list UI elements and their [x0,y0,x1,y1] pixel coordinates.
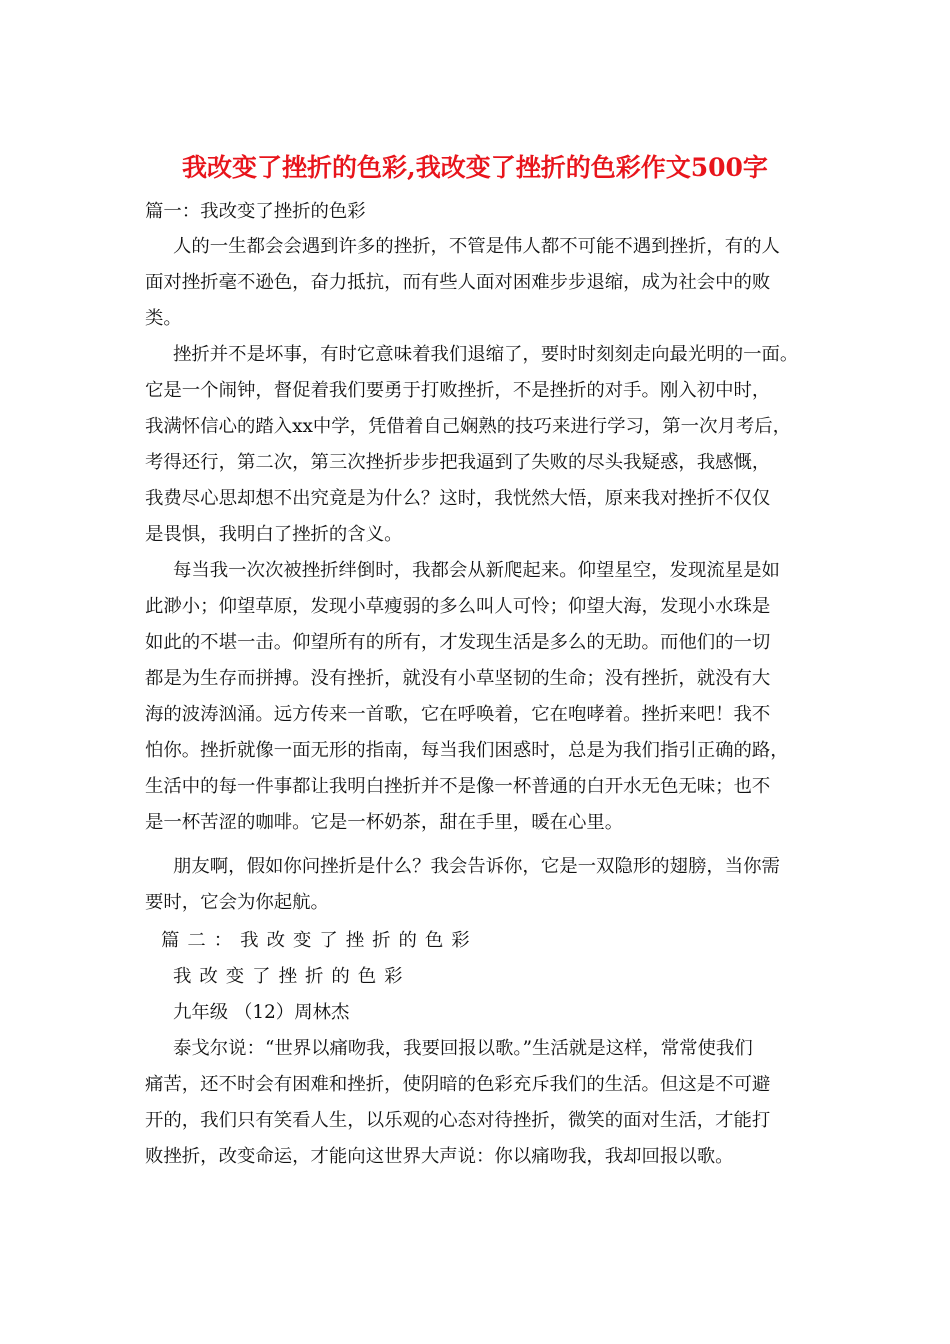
section-heading-2: 篇二：我改变了挫折的色彩 [161,930,478,951]
paragraph-line: 挫折并不是坏事，有时它意味着我们退缩了，要时时刻刻走向最光明的一面。 [173,344,799,365]
paragraph-line: 生活中的每一件事都让我明白挫折并不是像一杯普通的白开水无色无味；也不 [145,776,771,797]
section-heading-1: 篇一：我改变了挫折的色彩 [145,201,366,222]
paragraph-line: 海的波涛汹涌。远方传来一首歌，它在呼唤着，它在咆哮着。挫折来吧！我不 [145,704,771,725]
paragraph-line: 我费尽心思却想不出究竟是为什么？这时，我恍然大悟，原来我对挫折不仅仅 [145,488,771,509]
paragraph-line: 如此的不堪一击。仰望所有的所有，才发现生活是多么的无助。而他们的一切 [145,632,771,653]
author-line: 九年级 （12）周林杰 [173,1002,350,1023]
paragraph-line: 败挫折，改变命运，才能向这世界大声说：你以痛吻我，我却回报以歌。 [145,1146,734,1167]
paragraph-line: 类。 [145,308,182,329]
paragraph-line: 面对挫折毫不逊色，奋力抵抗，而有些人面对困难步步退缩，成为社会中的败 [145,272,771,293]
paragraph-line: 每当我一次次被挫折绊倒时，我都会从新爬起来。仰望星空，发现流星是如 [173,560,780,581]
paragraph-line: 它是一个闹钟，督促着我们要勇于打败挫折，不是挫折的对手。刚入初中时， [145,380,771,401]
essay-subtitle: 我改变了挫折的色彩 [173,966,411,987]
paragraph-line: 是畏惧，我明白了挫折的含义。 [145,524,403,545]
document-title: 我改变了挫折的色彩,我改变了挫折的色彩作文500字 [182,153,768,182]
paragraph-line: 要时，它会为你起航。 [145,892,329,913]
paragraph-line: 我满怀信心的踏入xx中学，凭借着自己娴熟的技巧来进行学习，第一次月考后， [145,416,792,437]
paragraph-line: 怕你。挫折就像一面无形的指南，每当我们困惑时，总是为我们指引正确的路， [145,740,789,761]
paragraph-line: 人的一生都会会遇到许多的挫折，不管是伟人都不可能不遇到挫折，有的人 [173,236,780,257]
paragraph-line: 痛苦，还不时会有困难和挫折，使阴暗的色彩充斥我们的生活。但这是不可避 [145,1074,771,1095]
paragraph-line: 考得还行，第二次，第三次挫折步步把我逼到了失败的尽头我疑惑，我感慨， [145,452,771,473]
paragraph-line: 泰戈尔说：“世界以痛吻我，我要回报以歌。”生活就是这样，常常使我们 [173,1038,753,1059]
paragraph-line: 开的，我们只有笑看人生，以乐观的心态对待挫折，微笑的面对生活，才能打 [145,1110,771,1131]
paragraph-line: 是一杯苦涩的咖啡。它是一杯奶茶，甜在手里，暖在心里。 [145,812,624,833]
paragraph-line: 朋友啊，假如你问挫折是什么？我会告诉你，它是一双隐形的翅膀，当你需 [173,856,780,877]
paragraph-line: 此渺小；仰望草原，发现小草瘦弱的多么叫人可怜；仰望大海，发现小水珠是 [145,596,771,617]
paragraph-line: 都是为生存而拼搏。没有挫折，就没有小草坚韧的生命；没有挫折，就没有大 [145,668,771,689]
